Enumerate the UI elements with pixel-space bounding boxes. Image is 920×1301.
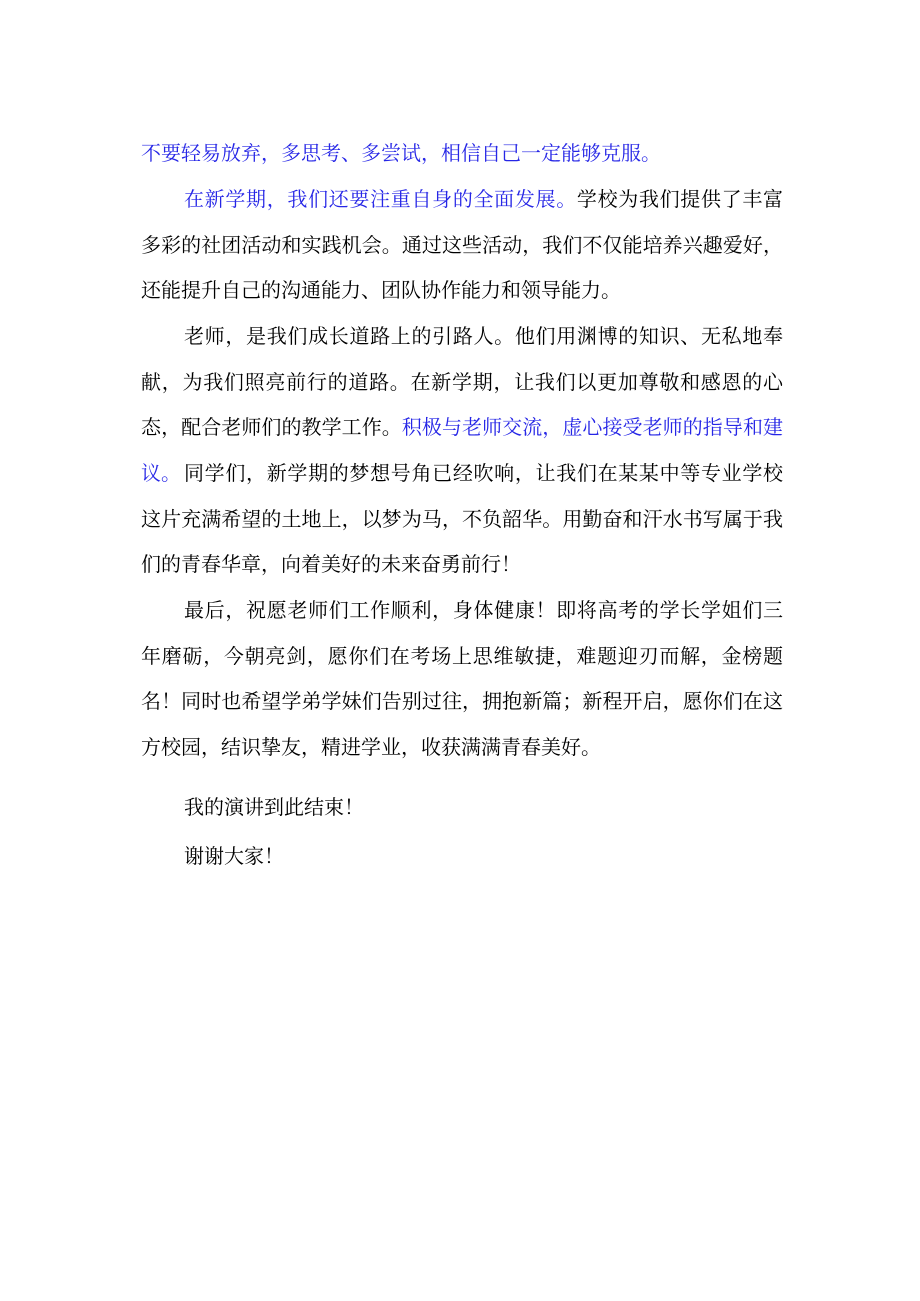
paragraph-text: 谢谢大家！ xyxy=(184,844,284,868)
paragraph-text: 学校为我们提供了丰富多彩的社团活动和实践机会。通过这些活动，我们不仅能培养兴趣爱好，还能提升自己的沟通能力、团队协作能力和领导能力。 xyxy=(141,187,784,302)
paragraph-text: 我的演讲到此结束！ xyxy=(184,795,364,819)
paragraph-thanks xyxy=(141,834,783,880)
paragraph-continuation xyxy=(141,131,783,177)
paragraph-wishes xyxy=(141,588,783,770)
paragraph-text: 最后，祝愿老师们工作顺利，身体健康！即将高考的学长学姐们三年磨砺，今朝亮剑，愿你们在考场上思维敏捷，难题迎刃而解，金榜题名！同时也希望学弟学妹们告别过往，拥抱新篇；新程开启，愿你们在这方校园，结识挚友，精进学业，收获满满青春美好。 xyxy=(141,598,783,759)
paragraph-closing xyxy=(141,785,783,831)
highlighted-sentence: 积极与老师交流，虚心接受老师的指导和建议。 xyxy=(141,415,784,485)
paragraph-text: 老师，是我们成长道路上的引路人。他们用渊博的知识、无私地奉献，为我们照亮前行的道路。在新学期，让我们以更加尊敬和感恩的心态，配合老师们的教学工作。 xyxy=(141,324,783,439)
highlighted-sentence: 不要轻易放弃，多思考、多尝试，相信自己一定能够克服。 xyxy=(141,141,661,165)
highlighted-sentence: 在新学期，我们还要注重自身的全面发展。 xyxy=(184,187,577,211)
paragraph-development xyxy=(141,177,783,314)
paragraph-text: 同学们，新学期的梦想号角已经吹响，让我们在某某中等专业学校这片充满希望的土地上，以梦为马，不负韶华。用勤奋和汗水书写属于我们的青春华章，向着美好的未来奋勇前行！ xyxy=(141,461,783,576)
paragraph-students xyxy=(141,451,783,588)
